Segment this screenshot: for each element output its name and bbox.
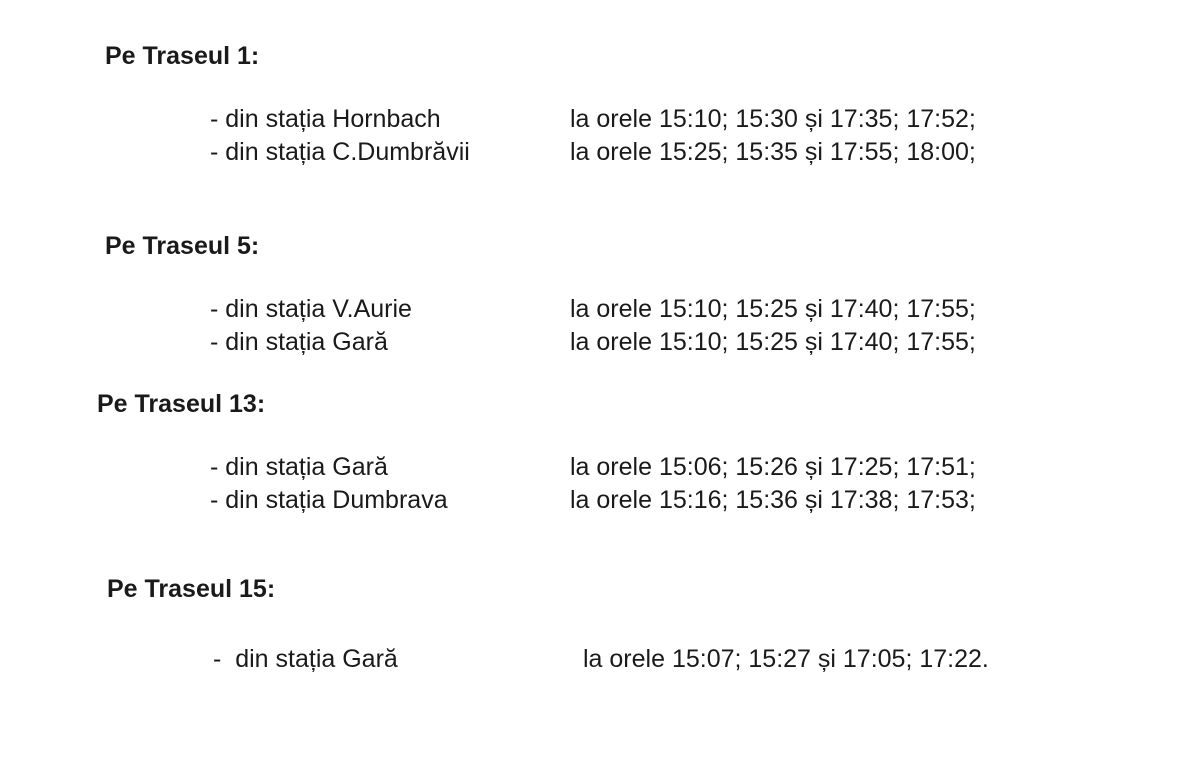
route-heading: Pe Traseul 13: bbox=[97, 390, 266, 418]
times-cell: la orele 15:10; 15:25 și 17:40; 17:55; bbox=[570, 295, 976, 323]
station-cell: - din stația C.Dumbrăvii bbox=[210, 138, 470, 166]
times-cell: la orele 15:16; 15:36 și 17:38; 17:53; bbox=[570, 486, 976, 514]
route-heading: Pe Traseul 15: bbox=[107, 575, 276, 603]
times-cell: la orele 15:06; 15:26 și 17:25; 17:51; bbox=[570, 453, 976, 481]
route-section-traseul-5 bbox=[0, 230, 1200, 359]
schedule-row bbox=[210, 451, 1200, 484]
station-cell: - din stația Hornbach bbox=[210, 105, 441, 133]
station-cell: - din stația Dumbrava bbox=[210, 486, 448, 514]
route-heading: Pe Traseul 5: bbox=[105, 232, 260, 260]
schedule-row bbox=[210, 103, 1200, 136]
route-section-traseul-1 bbox=[0, 40, 1200, 169]
schedule-rows bbox=[213, 643, 1200, 676]
route-heading: Pe Traseul 1: bbox=[105, 42, 260, 70]
schedule-row bbox=[210, 293, 1200, 326]
times-cell: la orele 15:07; 15:27 și 17:05; 17:22. bbox=[583, 645, 989, 673]
station-cell: - din stația Gară bbox=[210, 453, 388, 481]
times-cell: la orele 15:10; 15:25 și 17:40; 17:55; bbox=[570, 328, 976, 356]
schedule-row bbox=[213, 643, 1200, 676]
schedule-rows bbox=[210, 451, 1200, 517]
schedule-row bbox=[210, 484, 1200, 517]
schedule-row bbox=[210, 136, 1200, 169]
station-cell: - din stația Gară bbox=[210, 328, 388, 356]
route-section-traseul-13 bbox=[0, 388, 1200, 517]
station-cell: - din stația Gară bbox=[213, 645, 398, 673]
schedule-row bbox=[210, 326, 1200, 359]
times-cell: la orele 15:25; 15:35 și 17:55; 18:00; bbox=[570, 138, 976, 166]
route-section-traseul-15 bbox=[0, 573, 1200, 676]
station-cell: - din stația V.Aurie bbox=[210, 295, 412, 323]
schedule-rows bbox=[210, 103, 1200, 169]
schedule-rows bbox=[210, 293, 1200, 359]
times-cell: la orele 15:10; 15:30 și 17:35; 17:52; bbox=[570, 105, 976, 133]
